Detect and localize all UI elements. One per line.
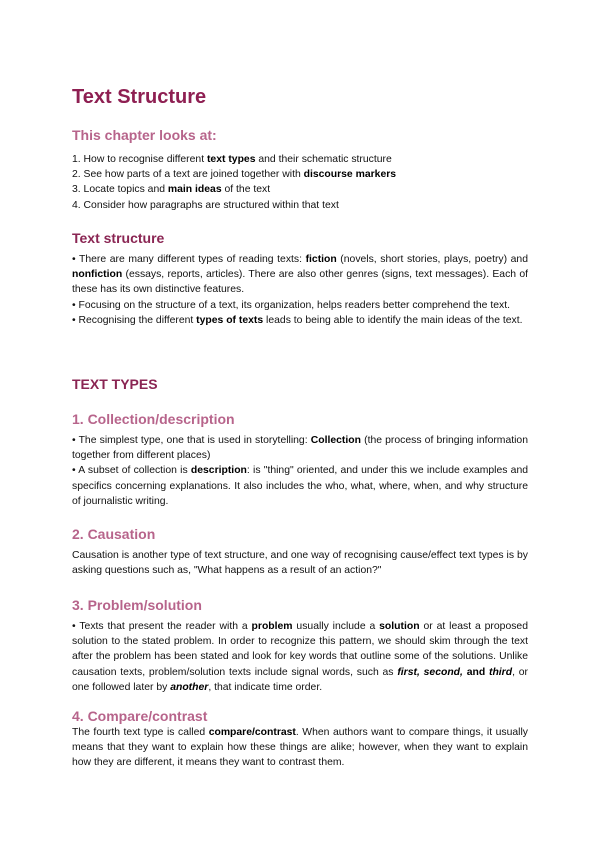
text-structure-body [72, 252, 528, 328]
list-item: 2. See how parts of a text are joined together with discourse markers [72, 169, 397, 181]
bullet-paragraph: • Recognising the different types of texts leads to being able to identify the main ideas of the text. [72, 314, 523, 326]
collection-body [72, 433, 528, 509]
text-structure-heading: Text structure [72, 230, 165, 246]
list-item: 3. Locate topics and main ideas of the text [72, 184, 271, 196]
page-title: Text Structure [72, 86, 207, 108]
intro-list [72, 152, 528, 213]
causation-heading: 2. Causation [72, 526, 156, 542]
causation-body: Causation is another type of text structure, and one way of recognising cause/effect text types is by asking questions such as, "What happens as a result of an action?" [72, 550, 528, 577]
intro-heading: This chapter looks at: [72, 127, 217, 143]
bullet-paragraph: • There are many different types of reading texts: fiction (novels, short stories, plays, poetry) and nonfiction (essays, reports, articles). There are also other genres (signs, text messages). Each of these has its own distinctive features. [72, 254, 528, 296]
problem-heading: 3. Problem/solution [72, 597, 202, 613]
bullet-paragraph: • Focusing on the structure of a text, its organization, helps readers better comprehend the text. [72, 299, 510, 311]
list-item: 4. Consider how paragraphs are structured within that text [72, 199, 339, 211]
collection-heading: 1. Collection/description [72, 411, 235, 427]
list-item: 1. How to recognise different text types and their schematic structure [72, 154, 392, 165]
compare-body: The fourth text type is called compare/contrast. When authors want to compare things, it usually means that they want to explain how these things are alike; however, when they want to explain how they are different, it means they want to contrast them. [72, 727, 528, 769]
bullet-paragraph: • The simplest type, one that is used in storytelling: Collection (the process of bringing information together from different places) [72, 435, 528, 462]
compare-heading: 4. Compare/contrast [72, 708, 208, 724]
bullet-paragraph: • A subset of collection is description: is "thing" oriented, and under this we include examples and specifics concerning explanations. It also includes the who, what, where, when, and why structure of journalistic writing. [72, 465, 529, 507]
problem-body: • Texts that present the reader with a problem usually include a solution or at least a proposed solution to the stated problem. In order to recognize this pattern, we should skim through the text after the problem has been stated and look for key words that outline some of the solutions. Unlike causation texts, problem/solution texts include signal words, such as first, second, and third, or one followed later by another, that indicate time order. [72, 621, 529, 693]
text-types-heading: TEXT TYPES [72, 376, 158, 392]
